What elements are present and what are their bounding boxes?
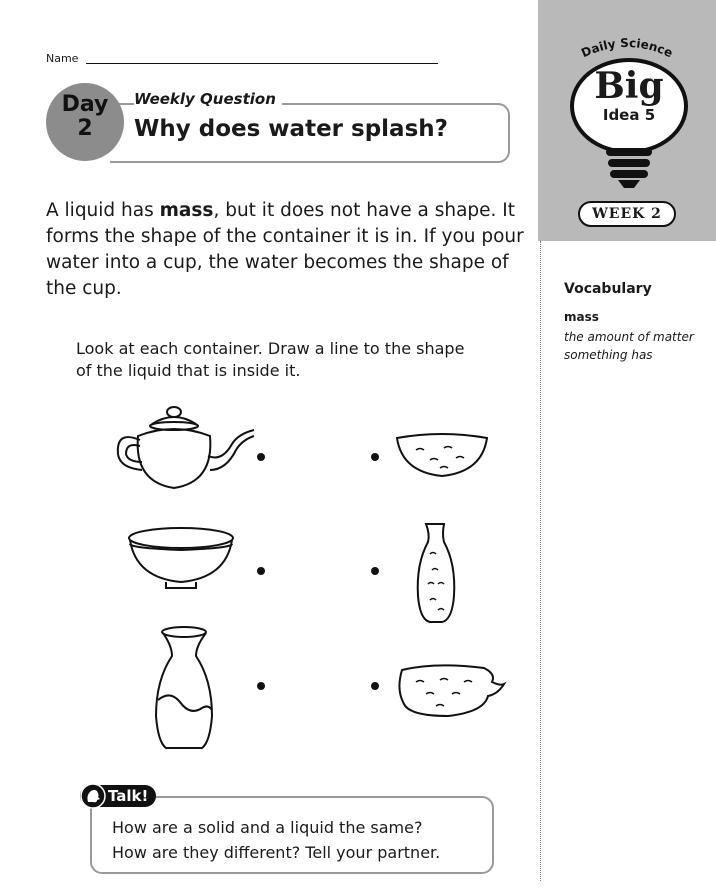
svg-text:Daily Science <box>579 36 675 60</box>
big-idea-number: Idea 5 <box>602 106 656 124</box>
dotted-divider <box>540 241 541 881</box>
lightbulb-base-icon <box>602 146 656 190</box>
match-dot-right-2[interactable] <box>371 567 379 575</box>
weekly-question-label: Weekly Question <box>134 90 282 108</box>
day-circle <box>46 83 124 161</box>
talk-question-2: How are they different? Tell your partner. <box>112 843 441 862</box>
teapot-icon <box>112 400 262 496</box>
reading-passage <box>46 198 526 302</box>
talk-question-1: How are a solid and a liquid the same? <box>112 818 423 837</box>
day-number: 2 <box>77 116 93 141</box>
passage-part-1: A liquid has <box>46 200 160 221</box>
name-blank-line[interactable] <box>86 63 438 64</box>
vocabulary-definition: the amount of matter something has <box>564 330 694 362</box>
match-dot-right-3[interactable] <box>371 682 379 690</box>
weekly-question: Why does water splash? <box>134 116 448 142</box>
passage-bold-term: mass <box>159 200 214 221</box>
talk-head-icon <box>80 783 106 809</box>
liquid-bowl-shape-icon <box>394 428 490 480</box>
vase-icon <box>150 624 220 752</box>
day-word: Day <box>61 92 109 117</box>
vocabulary-term: mass <box>564 310 599 324</box>
liquid-vase-shape-icon <box>414 520 458 626</box>
match-dot-left-1[interactable] <box>257 453 265 461</box>
match-dot-left-2[interactable] <box>257 567 265 575</box>
match-dot-left-3[interactable] <box>257 682 265 690</box>
daily-science-text: Daily Science <box>579 35 675 61</box>
talk-badge: Talk! <box>80 785 156 807</box>
vocabulary-title: Vocabulary <box>564 281 652 297</box>
activity-instructions: Look at each container. Draw a line to the shape of the liquid that is inside it. <box>76 339 465 380</box>
week-badge: WEEK 2 <box>578 201 676 227</box>
match-dot-right-1[interactable] <box>371 453 379 461</box>
bowl-icon <box>126 524 236 592</box>
name-label: Name <box>46 52 79 65</box>
passage-part-2: , but it does not have a shape. It forms the shape of the container it is in. If you pour water into a cup, the water becomes the shape of the cup. <box>46 200 524 299</box>
liquid-teapot-shape-icon <box>396 660 508 720</box>
big-title: Big <box>594 65 664 107</box>
